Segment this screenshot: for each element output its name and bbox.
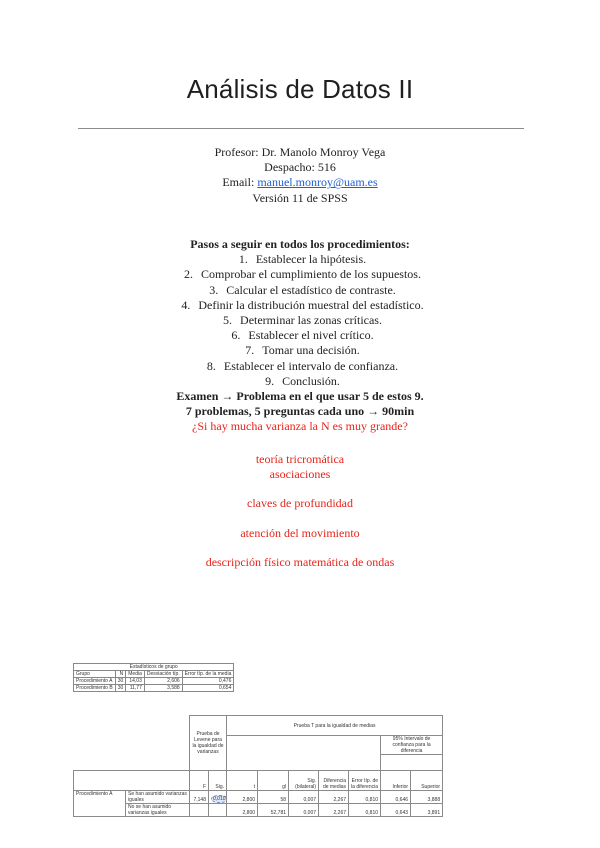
procedure-steps — [0, 237, 600, 435]
highlighted-significance: 0,010 — [213, 796, 226, 802]
table-header-row: Grupo N Media Desviación típ. Error típ. de la media — [74, 671, 234, 678]
note-item: descripción físico matemática de ondas — [205, 554, 395, 569]
email-link[interactable]: manuel.monroy@uam.es — [257, 175, 378, 190]
list-item: 1. Establecer la hipótesis. — [238, 252, 367, 267]
exam-line-1: Examen → Problema en el que usar 5 de estos 9. — [176, 389, 424, 404]
office-line: Despacho: 516 — [264, 160, 336, 175]
email-label: Email: — [222, 175, 255, 190]
list-item: 2. Comprobar el cumplimiento de los supuestos. — [184, 267, 421, 282]
note-item: claves de profundidad — [247, 496, 353, 511]
group-statistics-table — [73, 663, 234, 692]
document-title: Análisis de Datos II — [186, 74, 414, 104]
professor-line: Profesor: Dr. Manolo Monroy Vega — [214, 145, 386, 159]
exam-line-2: 7 problemas, 5 preguntas cada uno → 90min — [185, 404, 415, 419]
levene-header: Prueba de Levene para la igualdad de varianzas — [190, 716, 227, 771]
steps-heading: Pasos a seguir en todos los procedimientos: — [190, 237, 410, 251]
list-item: 9. Conclusión. — [265, 373, 340, 388]
ttest-header: Prueba T para la igualdad de medias — [227, 716, 443, 736]
table-caption: Estadísticos de grupo — [74, 664, 234, 671]
note-item: teoría tricromática — [255, 452, 345, 466]
course-info — [0, 145, 600, 206]
note-item: atención del movimiento — [240, 525, 360, 540]
table-row: Procedimiento A 30 14,03 2,606 0,476 — [74, 678, 234, 685]
topic-notes — [0, 452, 600, 570]
list-item: 3. Calcular el estadístico de contraste. — [209, 282, 396, 297]
list-item: 4. Definir la distribución muestral del estadístico. — [181, 297, 424, 312]
independent-samples-test-table — [73, 715, 443, 817]
title-divider — [78, 128, 524, 129]
list-item: 6. Establecer el nivel crítico. — [231, 328, 374, 343]
table-row: Procedimiento B 30 11,77 3,588 0,654 — [74, 685, 234, 692]
email-line — [0, 175, 600, 190]
list-item: 7. Tomar una decisión. — [245, 343, 360, 358]
list-item: 8. Establecer el intervalo de confianza. — [206, 358, 399, 373]
version-line: Versión 11 de SPSS — [252, 190, 348, 205]
table-row: Procedimiento A Se han asumido varianzas iguales 7,148 0,010 2,800 58 0,007 2,267 0,810 0,646 3,888 — [74, 791, 443, 804]
note-item: asociaciones — [269, 467, 331, 482]
group-label: Procedimiento A — [74, 791, 126, 817]
table-row: No se han asumido varianzas iguales 2,800 52,781 0,007 2,267 0,810 0,643 3,891 — [74, 804, 443, 817]
table-header-row: F Sig. t gl Sig. (bilateral) Diferencia de medias Error típ. de la diferencia Inferior Superior — [74, 771, 443, 791]
ci-header: 95% Intervalo de confianza para la diferencia — [381, 736, 443, 755]
list-item: 5. Determinar las zonas críticas. — [223, 313, 382, 328]
variance-question: ¿Si hay mucha varianza la N es muy grande? — [192, 419, 408, 434]
